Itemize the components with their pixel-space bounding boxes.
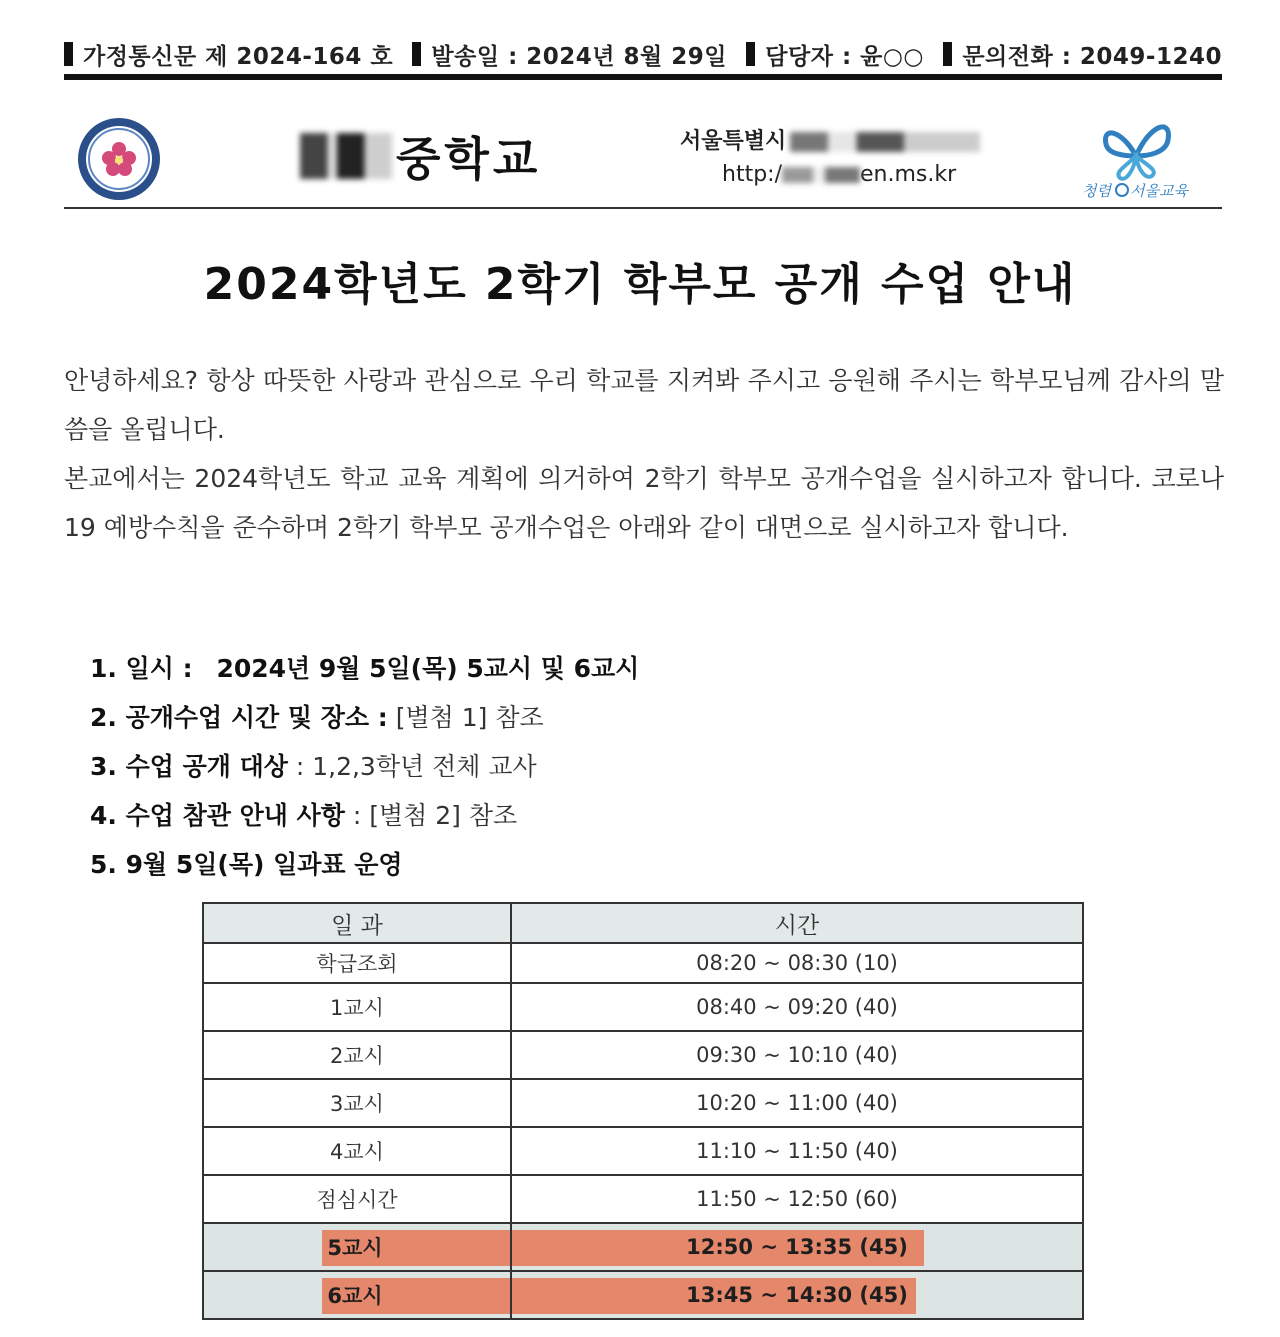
list-item	[90, 693, 990, 742]
list-item	[90, 742, 990, 791]
period-cell: 3교시	[203, 1079, 511, 1127]
table-header-row	[203, 903, 1083, 943]
period-cell: 2교시	[203, 1031, 511, 1079]
document-title: 2024학년도 2학기 학부모 공개 수업 안내	[203, 259, 1077, 310]
clean-seoul-education-logo-icon	[1072, 110, 1200, 206]
period-cell: 4교시	[203, 1127, 511, 1175]
period-cell-highlighted	[203, 1223, 511, 1271]
list-item	[90, 840, 990, 889]
svg-text:서울교육: 서울교육	[1130, 182, 1188, 200]
school-address	[680, 124, 980, 155]
table-row-highlighted	[203, 1271, 1083, 1319]
greeting-paragraph: 안녕하세요? 항상 따뜻한 사랑과 관심으로 우리 학교를 지켜봐 주시고 응원해 주시는 학부모님께 감사의 말씀을 올립니다.	[64, 366, 1224, 444]
announcement-paragraph: 본교에서는 2024학년도 학교 교육 계획에 의거하여 2학기 학부모 공개수업을 실시하고자 합니다. 코로나19 예방수칙을 준수하며 2학기 학부모 공개수업은 아래와 같이 대면으로 실시하고자 합니다.	[64, 464, 1224, 542]
address-prefix: 서울특별시	[680, 129, 787, 154]
period-text: 6교시	[327, 1284, 383, 1308]
send-date-text: 발송일 : 2024년 8월 29일	[431, 43, 727, 70]
table-row	[203, 1079, 1083, 1127]
contact-phone-text: 문의전화 : 2049-1240	[962, 43, 1222, 70]
item-label: 4. 수업 참관 안내 사항	[90, 801, 345, 830]
newsletter-number	[64, 38, 393, 71]
header-period: 일 과	[203, 903, 511, 943]
manager	[746, 38, 924, 71]
svg-text:청렴: 청렴	[1082, 182, 1111, 200]
list-item	[90, 644, 990, 693]
item-label: 5. 9월 5일(목) 일과표 운영	[90, 850, 403, 879]
item-label: 3. 수업 공개 대상	[90, 752, 288, 781]
list-item	[90, 791, 990, 840]
redacted-address	[790, 132, 980, 152]
item-label: 1. 일시 :	[90, 654, 193, 683]
time-cell: 08:20 ~ 08:30 (10)	[511, 943, 1083, 983]
header-divider-thin	[64, 207, 1222, 209]
time-text: 13:45 ~ 14:30 (45)	[686, 1283, 908, 1307]
table-row	[203, 1175, 1083, 1223]
table-row	[203, 1031, 1083, 1079]
time-cell: 11:50 ~ 12:50 (60)	[511, 1175, 1083, 1223]
item-value: : [별첨 2] 참조	[352, 801, 518, 830]
item-value: : 1,2,3학년 전체 교사	[295, 752, 537, 781]
period-cell-highlighted	[203, 1271, 511, 1319]
time-cell: 10:20 ~ 11:00 (40)	[511, 1079, 1083, 1127]
newsletter-info-bar	[64, 36, 1222, 72]
send-date	[412, 38, 727, 71]
time-cell-highlighted	[511, 1223, 1083, 1271]
table-row	[203, 943, 1083, 983]
school-name-suffix: 중학교	[396, 132, 542, 186]
school-url	[722, 162, 956, 187]
table-row	[203, 983, 1083, 1031]
daily-schedule-table	[202, 902, 1084, 1320]
time-cell: 08:40 ~ 09:20 (40)	[511, 983, 1083, 1031]
period-cell: 1교시	[203, 983, 511, 1031]
details-list	[90, 644, 990, 889]
school-name	[300, 128, 541, 184]
contact-phone	[943, 38, 1222, 71]
url-prefix: http:/	[722, 162, 782, 187]
redacted-url	[782, 167, 860, 183]
period-cell: 학급조회	[203, 943, 511, 983]
url-suffix: en.ms.kr	[859, 162, 957, 187]
manager-text: 담당자 : 윤○○	[765, 43, 925, 70]
table-row-highlighted	[203, 1223, 1083, 1271]
period-cell: 점심시간	[203, 1175, 511, 1223]
item-value: [별첨 1] 참조	[395, 703, 544, 732]
table-row	[203, 1127, 1083, 1175]
header-divider-thick	[64, 74, 1222, 80]
period-text: 5교시	[327, 1236, 383, 1260]
time-cell-highlighted	[511, 1271, 1083, 1319]
item-label: 2. 공개수업 시간 및 장소 :	[90, 703, 388, 732]
item-value: 2024년 9월 5일(목) 5교시 및 6교시	[216, 654, 640, 683]
redacted-school-name	[300, 133, 392, 179]
newsletter-number-text: 가정통신문 제 2024-164 호	[83, 43, 394, 70]
header-time: 시간	[511, 903, 1083, 943]
school-emblem-icon	[76, 116, 162, 202]
time-cell: 11:10 ~ 11:50 (40)	[511, 1127, 1083, 1175]
document-body	[64, 356, 1224, 552]
time-cell: 09:30 ~ 10:10 (40)	[511, 1031, 1083, 1079]
time-text: 12:50 ~ 13:35 (45)	[686, 1235, 908, 1259]
